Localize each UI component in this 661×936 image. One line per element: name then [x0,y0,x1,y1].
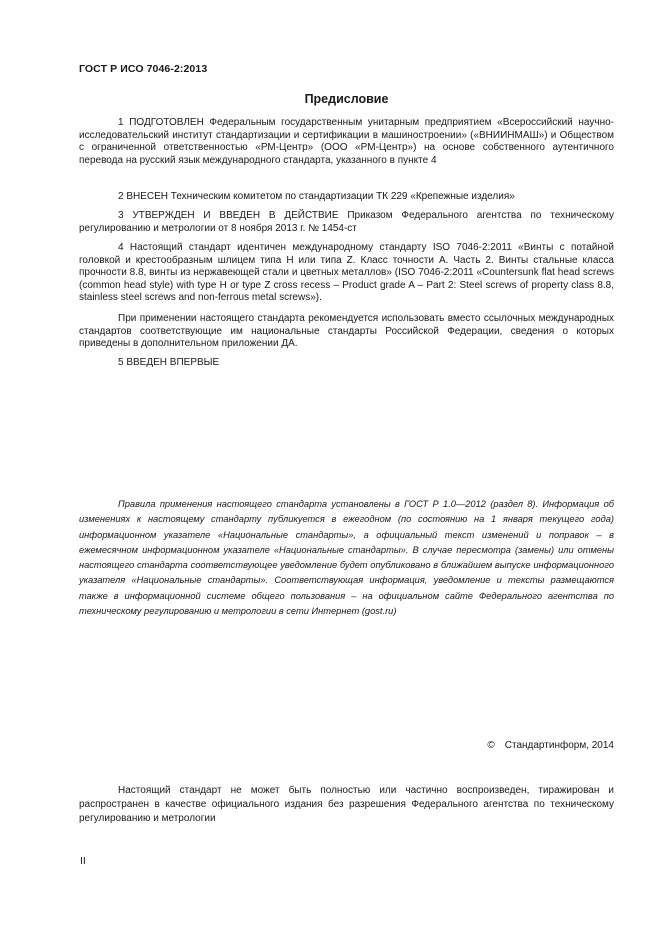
reproduction-rights [79,784,614,825]
notice-text: Правила применения настоящего стандарта установлены в ГОСТ Р 1.0—2012 (раздел 8). Информация об изменениях к настоящему стандарту публикуется в ежегодном (по состоянию на 1 января текущего года) информационном указателе «Национальные стандарты», а официальный текст изменений и поправок – в ежемесячном информационном указателе «Национальные стандарты». В случае пересмотра (замены) или отмены настоящего стандарта соответствующее уведомление будет опубликовано в ближайшем выпуске информационного указателя «Национальные стандарты». Соответствующая информация, уведомление и тексты размещаются также в информационной системе общего пользования – на официальном сайте Федерального агентства по техническому регулированию и метрологии в сети Интернет (gost.ru) [79,499,614,617]
copyright-text: Стандартинформ, 2014 [504,740,614,751]
paragraph-3 [79,210,614,235]
paragraph-1 [79,117,614,167]
paragraph-5 [79,313,614,351]
paragraph-2-text: 2 ВНЕСЕН Техническим комитетом по стандартизации ТК 229 «Крепежные изделия» [118,191,515,202]
paragraph-3-text: 3 УТВЕРЖДЕН И ВВЕДЕН В ДЕЙСТВИЕ Приказом Федерального агентства по техническому регулированию и метрологии от 8 ноября 2013 г. № 1454-ст [79,210,614,234]
paragraph-5-text: При применении настоящего стандарта рекомендуется использовать вместо ссылочных международных стандартов соответствующие им национальные стандарты Российской Федерации, сведения о которых приведены в дополнительном приложении ДА. [79,313,614,350]
section-title: Предисловие [304,92,389,106]
copyright-symbol: © [487,740,495,751]
rights-text: Настоящий стандарт не может быть полностью или частично воспроизведен, тиражирован и распространен в качестве официального издания без разрешения Федерального агентства по техническому регулированию и метрологии [79,785,614,824]
page-number: II [80,855,86,867]
copyright-line [487,740,614,751]
paragraph-4 [79,242,614,305]
application-rules-notice [79,497,614,619]
paragraph-4-text: 4 Настоящий стандарт идентичен международному стандарту ISO 7046-2:2011 «Винты с потайной головкой и крестообразным шлицем типа H или типа Z. Класс точности А. Часть 2. Винты стальные класса прочности 8.8, винты из нержавеющей стали и цветных металлов» (ISO 7046-2:2011 «Countersunk flat head screws (common head style) with type H or type Z cross recess – Product grade A – Part 2: Steel screws of property class 8.8, stainless steel screws and non-ferrous metal screws»). [79,242,614,304]
paragraph-1-text: 1 ПОДГОТОВЛЕН Федеральным государственным унитарным предприятием «Всероссийский научно-исследовательский институт стандартизации и сертификации в машиностроении» («ВНИИНМАШ») и Обществом с ограниченной ответственностью «РМ-Центр» (ООО «РМ-Центр») на основе собственного аутентичного перевода на русский язык международного стандарта, указанного в пункте 4 [79,117,614,166]
paragraph-6 [79,357,614,370]
standard-id-header: ГОСТ Р ИСО 7046-2:2013 [79,63,208,75]
paragraph-2 [79,191,614,204]
paragraph-6-text: 5 ВВЕДЕН ВПЕРВЫЕ [118,357,220,368]
